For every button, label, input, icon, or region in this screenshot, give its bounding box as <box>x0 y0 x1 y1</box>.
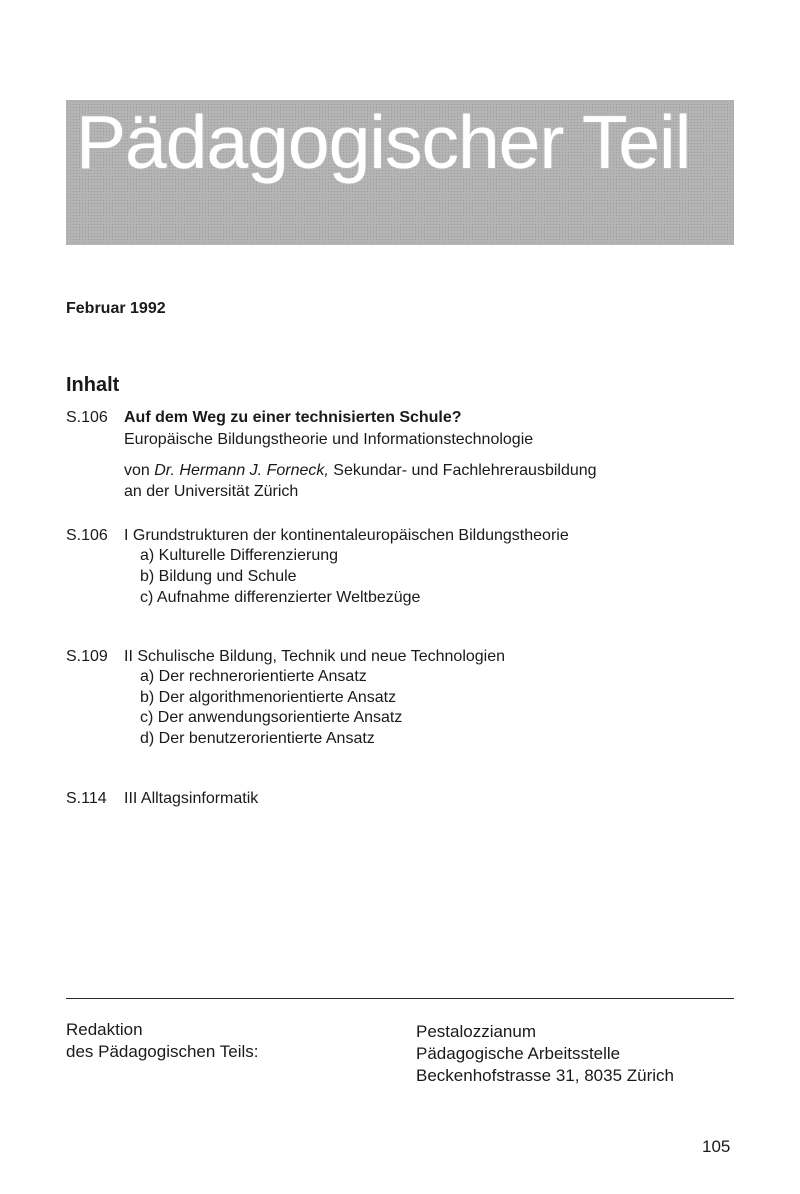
page-number: 105 <box>702 1137 731 1156</box>
author-name: Dr. Hermann J. Forneck, <box>154 462 329 479</box>
issue-date: Februar 1992 <box>66 300 166 317</box>
author-affiliation: an der Universität Zürich <box>124 483 299 500</box>
footer-left-line: des Pädagogischen Teils: <box>66 1042 259 1061</box>
section-page: S.114 <box>66 790 107 807</box>
footer-right-line: Pädagogische Arbeitsstelle <box>416 1044 621 1063</box>
main-article-subtitle: Europäische Bildungstheorie und Informationstechnologie <box>124 431 534 448</box>
footer-right-line: Pestalozzianum <box>416 1022 537 1041</box>
title-banner <box>66 100 734 245</box>
footer-address <box>416 1021 674 1087</box>
author-prefix: von <box>124 462 150 479</box>
footer-left-line: Redaktion <box>66 1020 143 1039</box>
section-title: II Schulische Bildung, Technik und neue Technologien <box>124 648 506 665</box>
section-title: I Grundstrukturen der kontinentaleuropäischen Bildungstheorie <box>124 527 569 544</box>
footer-editorial-label <box>66 1019 259 1063</box>
section-item: c) Der anwendungsorientierte Ansatz <box>140 709 403 726</box>
main-article-title: Auf dem Weg zu einer technisierten Schule? <box>124 409 462 426</box>
footer-divider <box>66 998 734 999</box>
section-item: b) Bildung und Schule <box>140 568 297 585</box>
author-role: Sekundar- und Fachlehrerausbildung <box>333 462 597 479</box>
banner-title: Pädagogischer Teil <box>76 100 691 184</box>
section-item: a) Der rechnerorientierte Ansatz <box>140 668 367 685</box>
main-article-page: S.106 <box>66 409 108 426</box>
footer-right-line: Beckenhofstrasse 31, 8035 Zürich <box>416 1066 674 1085</box>
section-item: d) Der benutzerorientierte Ansatz <box>140 730 375 747</box>
section-item: c) Aufnahme differenzierter Weltbezüge <box>140 589 421 606</box>
section-item: a) Kulturelle Differenzierung <box>140 547 339 564</box>
section-page: S.106 <box>66 527 108 544</box>
contents-heading: Inhalt <box>66 374 120 396</box>
section-title: III Alltagsinformatik <box>124 790 259 807</box>
section-page: S.109 <box>66 648 108 665</box>
main-article-author-line <box>124 461 597 481</box>
section-item: b) Der algorithmenorientierte Ansatz <box>140 689 397 706</box>
